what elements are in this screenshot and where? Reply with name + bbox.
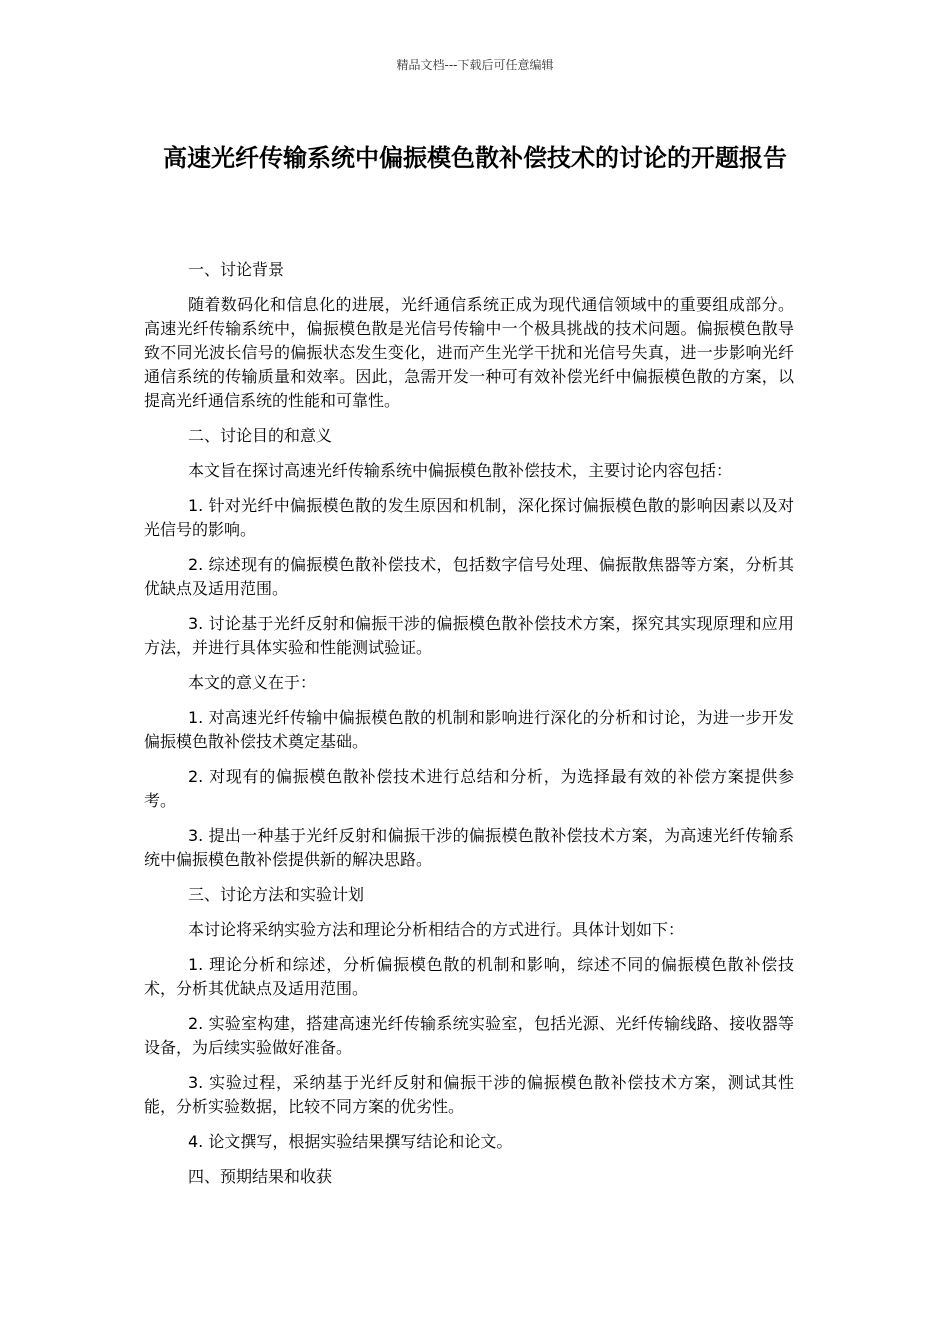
document-body bbox=[144, 258, 794, 1200]
document-title: 高速光纤传输系统中偏振模色散补偿技术的讨论的开题报告 bbox=[163, 144, 787, 172]
section-heading-expected: 四、预期结果和收获 bbox=[188, 1167, 333, 1186]
header-note: 精品文档---下载后可任意编辑 bbox=[396, 58, 554, 72]
purpose-item: 3. 讨论基于光纤反射和偏振干涉的偏振模色散补偿技术方案，探究其实现原理和应用方法，并进行具体实验和性能测试验证。 bbox=[144, 614, 794, 657]
significance-item: 3. 提出一种基于光纤反射和偏振干涉的偏振模色散补偿技术方案，为高速光纤传输系统中偏振模色散补偿提供新的解决思路。 bbox=[144, 826, 794, 869]
purpose-item: 1. 针对光纤中偏振模色散的发生原因和机制，深化探讨偏振模色散的影响因素以及对光信号的影响。 bbox=[144, 496, 794, 539]
method-item: 1. 理论分析和综述，分析偏振模色散的机制和影响，综述不同的偏振模色散补偿技术，分析其优缺点及适用范围。 bbox=[144, 955, 794, 998]
significance-intro: 本文的意义在于： bbox=[188, 673, 317, 692]
background-paragraph: 随着数码化和信息化的进展，光纤通信系统正成为现代通信领域中的重要组成部分。高速光纤传输系统中，偏振模色散是光信号传输中一个极具挑战的技术问题。偏振模色散导致不同光波长信号的偏振状态发生变化，进而产生光学干扰和光信号失真，进一步影响光纤通信系统的传输质量和效率。因此，急需开发一种可有效补偿光纤中偏振模色散的方案，以提高光纤通信系统的性能和可靠性。 bbox=[144, 295, 794, 410]
section-heading-method: 三、讨论方法和实验计划 bbox=[188, 885, 365, 904]
significance-item: 1. 对高速光纤传输中偏振模色散的机制和影响进行深化的分析和讨论，为进一步开发偏振模色散补偿技术奠定基础。 bbox=[144, 708, 794, 751]
purpose-item: 2. 综述现有的偏振模色散补偿技术，包括数字信号处理、偏振散焦器等方案，分析其优缺点及适用范围。 bbox=[144, 555, 794, 598]
purpose-intro: 本文旨在探讨高速光纤传输系统中偏振模色散补偿技术，主要讨论内容包括： bbox=[188, 461, 733, 480]
method-intro: 本讨论将采纳实验方法和理论分析相结合的方式进行。具体计划如下： bbox=[188, 920, 685, 939]
section-heading-purpose: 二、讨论目的和意义 bbox=[188, 426, 333, 445]
method-item: 4. 论文撰写，根据实验结果撰写结论和论文。 bbox=[188, 1132, 513, 1151]
method-item: 3. 实验过程，采纳基于光纤反射和偏振干涉的偏振模色散补偿技术方案，测试其性能，分析实验数据，比较不同方案的优劣性。 bbox=[144, 1073, 794, 1116]
section-heading-background: 一、讨论背景 bbox=[188, 260, 285, 279]
method-item: 2. 实验室构建，搭建高速光纤传输系统实验室，包括光源、光纤传输线路、接收器等设备，为后续实验做好准备。 bbox=[144, 1014, 794, 1057]
significance-item: 2. 对现有的偏振模色散补偿技术进行总结和分析，为选择最有效的补偿方案提供参考。 bbox=[144, 767, 794, 810]
